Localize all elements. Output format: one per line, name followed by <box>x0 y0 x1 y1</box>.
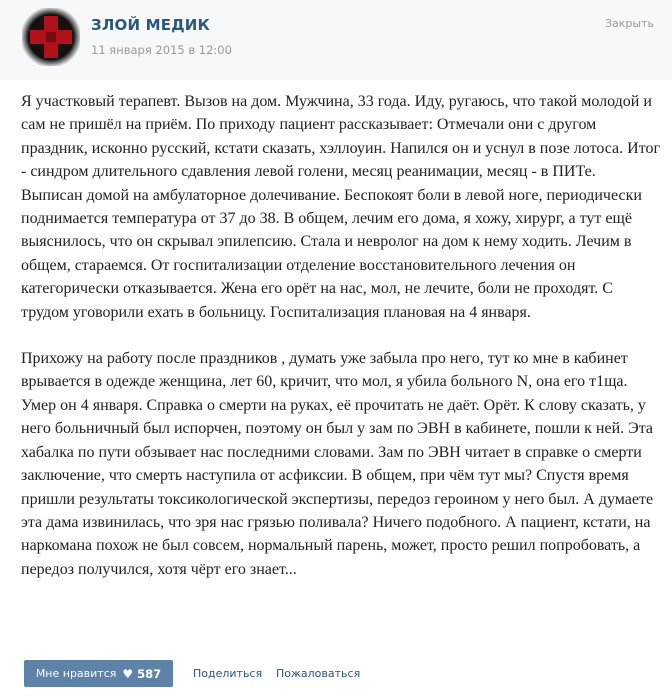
share-link[interactable]: Поделиться <box>193 667 263 680</box>
group-avatar[interactable] <box>22 8 80 66</box>
post-paragraph: Я участковый терапевт. Вызов на дом. Мужчина, 33 года. Иду, ругаюсь, что такой молодой и сам не пришёл на приём. По приходу пациент рассказывает: Отмечали они с другом праздник, исконно русский, кстати сказать, хэллоуин. Напился он и уснул в позе лотоса. Итог - синдром длительного сдавления левой голени, месяц реанимации, месяц - в ПИТе. Выписан домой на амбулаторное долечивание. Беспокоят боли в левой ноге, периодически поднимается температура от 37 до 38. В общем, лечим его дома, я хожу, хирург, а тут ещё выяснилось, что он скрывал эпилепсию. Стала и невролог на дом к нему ходить. Лечим в общем, стараемся. От госпитализации отделение восстановительного лечения он категорически отказывается. Жена его орёт на нас, мол, не лечите, боли не проходят. С трудом уговорили ехать в больницу. Госпитализация плановая на 4 января. <box>21 93 661 321</box>
report-link[interactable]: Пожаловаться <box>276 667 361 680</box>
group-name-link[interactable]: ЗЛОЙ МЕДИК <box>91 16 210 34</box>
post-date-link[interactable]: 11 января 2015 в 12:00 <box>91 43 232 57</box>
post-text <box>21 90 661 604</box>
like-button[interactable] <box>24 660 173 687</box>
close-link[interactable]: Закрыть <box>605 17 654 30</box>
post-footer <box>0 650 672 700</box>
post-paragraph: Прихожу на работу после праздников , думать уже забыла про него, тут ко мне в кабинет врывается в одежде женщина, лет 60, кричит, что мол, я убила больного N, она его т1ща. Умер он 4 января. Справка о смерти на руках, её прочитать не даёт. Орёт. К слову сказать, у него больничный был испорчен, поэтому он был у зам по ЭВН в кабинете, пошли к ней. Эта хабалка по пути обзывает нас последними словами. Зам по ЭВН читает в справке о смерти заключение, что смерть наступила от асфиксии. В общем, при чём тут мы? Спустя время пришли результаты токсикологической экспертизы, передоз героином у него был. А думаете эта дама извинилась, что зря нас грязью поливала? Ничего подобного. А пациент, кстати, на наркомана похож не был совсем, нормальный парень, может, просто решил попробовать, а передоз получился, хотя чёрт его знает... <box>21 350 654 578</box>
heart-icon: ♥ <box>122 666 134 681</box>
like-count: 587 <box>137 666 162 681</box>
red-cross-icon <box>22 8 80 66</box>
post-header <box>0 0 672 80</box>
like-label: Мне нравится <box>35 667 117 680</box>
